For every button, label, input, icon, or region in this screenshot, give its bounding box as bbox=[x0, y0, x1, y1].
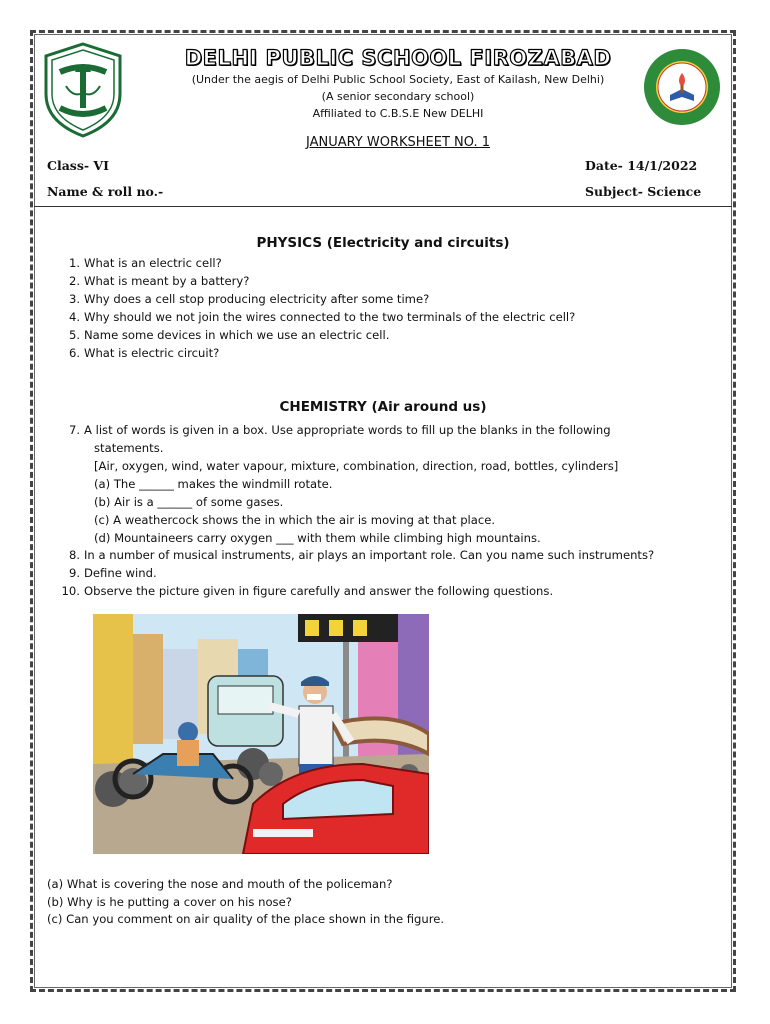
figure-question-a: (a) What is covering the nose and mouth of the policeman? bbox=[47, 877, 393, 891]
question-number: 8. bbox=[68, 548, 80, 562]
blank-a: (a) The ______ makes the windmill rotate. bbox=[94, 477, 333, 491]
figure-question-b: (b) Why is he putting a cover on his nose? bbox=[47, 895, 292, 909]
name-roll-label: Name & roll no.- bbox=[47, 184, 164, 199]
question-number: 5. bbox=[68, 328, 80, 342]
question-text: In a number of musical instruments, air plays an important role. Can you name such instruments? bbox=[84, 548, 655, 562]
question-text: What is electric circuit? bbox=[84, 346, 220, 360]
word-box: [Air, oxygen, wind, water vapour, mixture, combination, direction, road, bottles, cylinders] bbox=[94, 459, 619, 473]
question-number: 1. bbox=[68, 256, 80, 270]
question-number: 7. bbox=[68, 423, 80, 437]
question-number: 4. bbox=[68, 310, 80, 324]
question-text: What is meant by a battery? bbox=[84, 274, 250, 288]
figure-question-c: (c) Can you comment on air quality of the place shown in the figure. bbox=[47, 912, 445, 926]
chemistry-section-title: CHEMISTRY (Air around us) bbox=[279, 399, 487, 415]
question-number: 10. bbox=[61, 584, 80, 598]
question-text: Define wind. bbox=[84, 566, 157, 580]
class-label: Class- VI bbox=[47, 158, 109, 173]
school-logo bbox=[42, 42, 124, 138]
question-text: Why does a cell stop producing electricity after some time? bbox=[84, 292, 430, 306]
blank-d: (d) Mountaineers carry oxygen ___ with them while climbing high mountains. bbox=[94, 531, 541, 545]
question-number: 6. bbox=[68, 346, 80, 360]
question-text: A list of words is given in a box. Use appropriate words to fill up the blanks in the following bbox=[84, 423, 611, 437]
worksheet-title: JANUARY WORKSHEET NO. 1 bbox=[305, 135, 491, 150]
question-7-continued: statements. bbox=[94, 441, 164, 455]
traffic-pollution-illustration bbox=[93, 614, 429, 854]
question-number: 2. bbox=[68, 274, 80, 288]
date-label: Date- 14/1/2022 bbox=[585, 158, 698, 173]
question-text: Why should we not join the wires connected to the two terminals of the electric cell? bbox=[84, 310, 576, 324]
blank-c: (c) A weathercock shows the in which the air is moving at that place. bbox=[94, 513, 496, 527]
question-text: Observe the picture given in figure carefully and answer the following questions. bbox=[84, 584, 554, 598]
school-affiliation-society: (Under the aegis of Delhi Public School Society, East of Kailash, New Delhi) bbox=[191, 73, 605, 86]
question-number: 9. bbox=[68, 566, 80, 580]
header-divider bbox=[34, 206, 732, 207]
question-number: 3. bbox=[68, 292, 80, 306]
school-name: DELHI PUBLIC SCHOOL FIROZABAD bbox=[184, 46, 612, 70]
physics-section-title: PHYSICS (Electricity and circuits) bbox=[256, 235, 510, 251]
school-affiliation-board: Affiliated to C.B.S.E New DELHI bbox=[312, 107, 484, 120]
question-text: What is an electric cell? bbox=[84, 256, 222, 270]
blank-b: (b) Air is a ______ of some gases. bbox=[94, 495, 284, 509]
school-type: (A senior secondary school) bbox=[321, 90, 475, 103]
subject-label: Subject- Science bbox=[585, 184, 702, 199]
question-text: Name some devices in which we use an electric cell. bbox=[84, 328, 390, 342]
